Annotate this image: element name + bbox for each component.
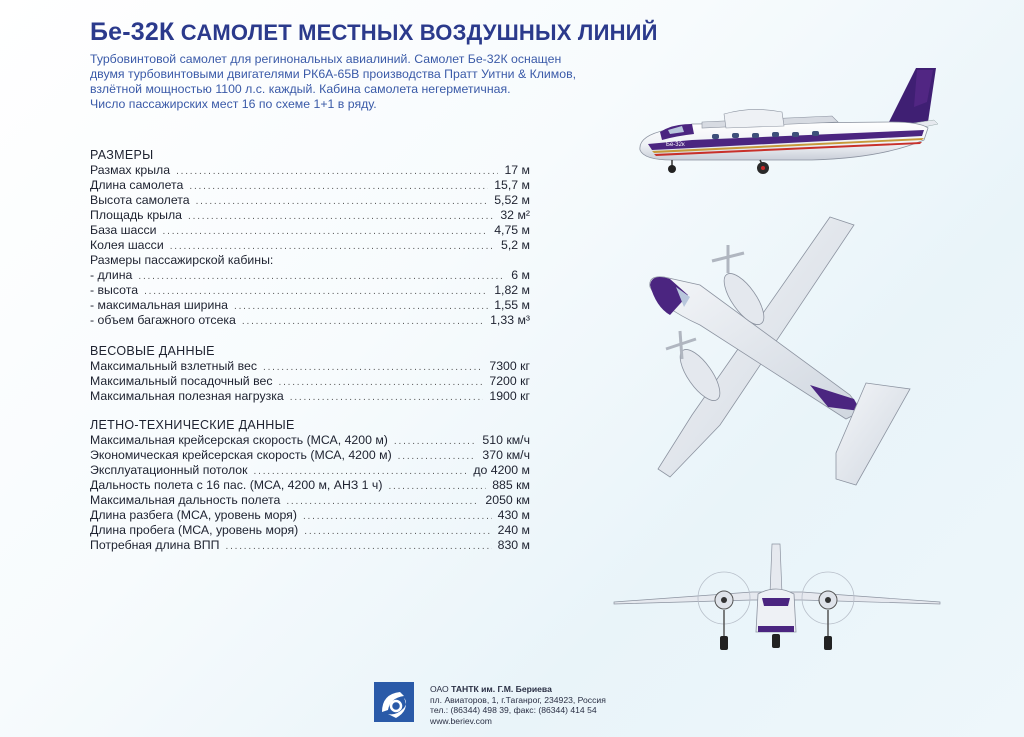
dot-leader bbox=[188, 209, 494, 224]
spec-label: Высота самолета bbox=[90, 193, 190, 207]
spec-label: Длина пробега (МСА, уровень моря) bbox=[90, 523, 299, 537]
aircraft-model: Бе-32К bbox=[90, 18, 175, 46]
spec-value: 1,82 м bbox=[494, 283, 530, 297]
dot-leader bbox=[303, 509, 492, 524]
spec-label: Эксплуатационный потолок bbox=[90, 463, 248, 477]
section-title: ВЕСОВЫЕ ДАННЫЕ bbox=[90, 344, 215, 358]
dot-leader bbox=[144, 284, 488, 299]
spec-value: 830 м bbox=[497, 538, 530, 552]
spec-label: Максимальный взлетный вес bbox=[90, 359, 257, 373]
aircraft-registration: Бе-32к bbox=[666, 142, 685, 148]
dot-leader bbox=[286, 494, 479, 509]
spec-label: Длина разбега (МСА, уровень моря) bbox=[90, 508, 297, 522]
spec-label: Максимальная крейсерская скорость (МСА, 4200 м) bbox=[90, 433, 388, 447]
dot-leader bbox=[242, 314, 484, 329]
spec-row bbox=[90, 283, 530, 298]
dot-leader bbox=[170, 239, 495, 254]
dot-leader bbox=[189, 179, 488, 194]
aircraft-front-view bbox=[612, 542, 942, 654]
spec-value: 1,55 м bbox=[494, 298, 530, 312]
spec-value: 15,7 м bbox=[494, 178, 530, 192]
company-name bbox=[430, 684, 606, 695]
spec-value: 1900 кг bbox=[489, 389, 530, 403]
spec-row bbox=[90, 523, 530, 538]
spec-row bbox=[90, 508, 530, 523]
dot-leader bbox=[263, 360, 483, 375]
spec-value: 5,52 м bbox=[494, 193, 530, 207]
aircraft-top-view bbox=[640, 215, 920, 495]
page-title bbox=[90, 18, 658, 47]
spec-value: 7200 кг bbox=[489, 374, 530, 388]
spec-row bbox=[90, 208, 530, 223]
dot-leader bbox=[254, 464, 468, 479]
spec-value: 17 м bbox=[504, 163, 530, 177]
company-website[interactable]: www.beriev.com bbox=[430, 715, 492, 726]
spec-row bbox=[90, 448, 530, 463]
dot-leader bbox=[388, 479, 486, 494]
spec-label: - высота bbox=[90, 283, 139, 297]
dot-leader bbox=[290, 390, 484, 405]
spec-label: - максимальная ширина bbox=[90, 298, 228, 312]
spec-value: 32 м² bbox=[500, 208, 530, 222]
spec-label: Максимальная дальность полета bbox=[90, 493, 281, 507]
company-info bbox=[430, 684, 606, 726]
intro-paragraph bbox=[90, 52, 590, 112]
title-rest: САМОЛЕТ МЕСТНЫХ ВОЗДУШНЫХ ЛИНИЙ bbox=[180, 20, 658, 45]
dot-leader bbox=[176, 164, 498, 179]
spec-row bbox=[90, 193, 530, 208]
company-phone: тел.: (86344) 498 39, факс: (86344) 414 54 bbox=[430, 705, 597, 715]
spec-row bbox=[90, 463, 530, 478]
intro-line: Число пассажирских мест 16 по схеме 1+1 в ряду. bbox=[90, 97, 377, 111]
spec-value: 885 км bbox=[492, 478, 530, 492]
spec-value: 240 м bbox=[497, 523, 530, 537]
company-prefix: ОАО bbox=[430, 684, 449, 694]
spec-label: Потребная длина ВПП bbox=[90, 538, 220, 552]
spec-value: 2050 км bbox=[485, 493, 530, 507]
weights-section bbox=[90, 344, 530, 404]
spec-row bbox=[90, 359, 530, 374]
dot-leader bbox=[304, 524, 491, 539]
intro-line: взлётной мощностью 1100 л.с. каждый. Кабина самолета негерметичная. bbox=[90, 82, 511, 96]
spec-row bbox=[90, 298, 530, 313]
spec-value: 370 км/ч bbox=[482, 448, 530, 462]
spec-label: Экономическая крейсерская скорость (МСА, 4200 м) bbox=[90, 448, 392, 462]
spec-row bbox=[90, 493, 530, 508]
spec-label: - объем багажного отсека bbox=[90, 313, 236, 327]
company-title: ТАНТК им. Г.М. Бериева bbox=[451, 684, 552, 694]
spec-row bbox=[90, 374, 530, 389]
spec-label: Размах крыла bbox=[90, 163, 171, 177]
spec-label: Длина самолета bbox=[90, 178, 184, 192]
intro-line: Турбовинтовой самолет для регинональных авиалиний. Самолет Бе-32К оснащен bbox=[90, 52, 562, 66]
spec-row bbox=[90, 389, 530, 404]
dot-leader bbox=[394, 434, 477, 449]
spec-label: Колея шасси bbox=[90, 238, 164, 252]
spec-value: 4,75 м bbox=[494, 223, 530, 237]
section-title: ЛЕТНО-ТЕХНИЧЕСКИЕ ДАННЫЕ bbox=[90, 418, 295, 432]
spec-label: Максимальный посадочный вес bbox=[90, 374, 273, 388]
spec-label: Площадь крыла bbox=[90, 208, 183, 222]
dimensions-section bbox=[90, 148, 530, 328]
spec-value: 1,33 м³ bbox=[490, 313, 530, 327]
beriev-logo-icon bbox=[374, 682, 414, 722]
spec-value: 7300 кг bbox=[489, 359, 530, 373]
dot-leader bbox=[234, 299, 488, 314]
spec-label: Дальность полета с 16 пас. (МСА, 4200 м, АНЗ 1 ч) bbox=[90, 478, 383, 492]
spec-row bbox=[90, 238, 530, 253]
spec-row bbox=[90, 313, 530, 328]
spec-value: 430 м bbox=[497, 508, 530, 522]
spec-value: до 4200 м bbox=[473, 463, 530, 477]
spec-value: 510 км/ч bbox=[482, 433, 530, 447]
spec-row bbox=[90, 163, 530, 178]
dot-leader bbox=[225, 539, 491, 554]
intro-line: двумя турбовинтовыми двигателями РК6А-65В производства Пратт Уитни & Климов, bbox=[90, 67, 577, 81]
spec-value: 6 м bbox=[511, 268, 530, 282]
dot-leader bbox=[138, 269, 505, 284]
spec-row bbox=[90, 178, 530, 193]
spec-row bbox=[90, 268, 530, 283]
company-address: пл. Авиаторов, 1, г.Таганрог, 234923, Россия bbox=[430, 694, 606, 705]
spec-row bbox=[90, 433, 530, 448]
section-title: РАЗМЕРЫ bbox=[90, 148, 154, 162]
spec-row bbox=[90, 478, 530, 493]
spec-label: База шасси bbox=[90, 223, 157, 237]
dot-leader bbox=[278, 375, 483, 390]
spec-row bbox=[90, 223, 530, 238]
dot-leader bbox=[398, 449, 477, 464]
spec-label: - длина bbox=[90, 268, 133, 282]
spec-value: 5,2 м bbox=[501, 238, 530, 252]
spec-row bbox=[90, 538, 530, 553]
spec-label: Максимальная полезная нагрузка bbox=[90, 389, 284, 403]
aircraft-side-view bbox=[632, 62, 942, 180]
footer bbox=[374, 682, 674, 726]
cabin-heading bbox=[90, 253, 530, 268]
performance-section bbox=[90, 418, 530, 553]
dot-leader bbox=[163, 224, 489, 239]
dot-leader bbox=[196, 194, 489, 209]
spec-label: Размеры пассажирской кабины: bbox=[90, 253, 274, 267]
